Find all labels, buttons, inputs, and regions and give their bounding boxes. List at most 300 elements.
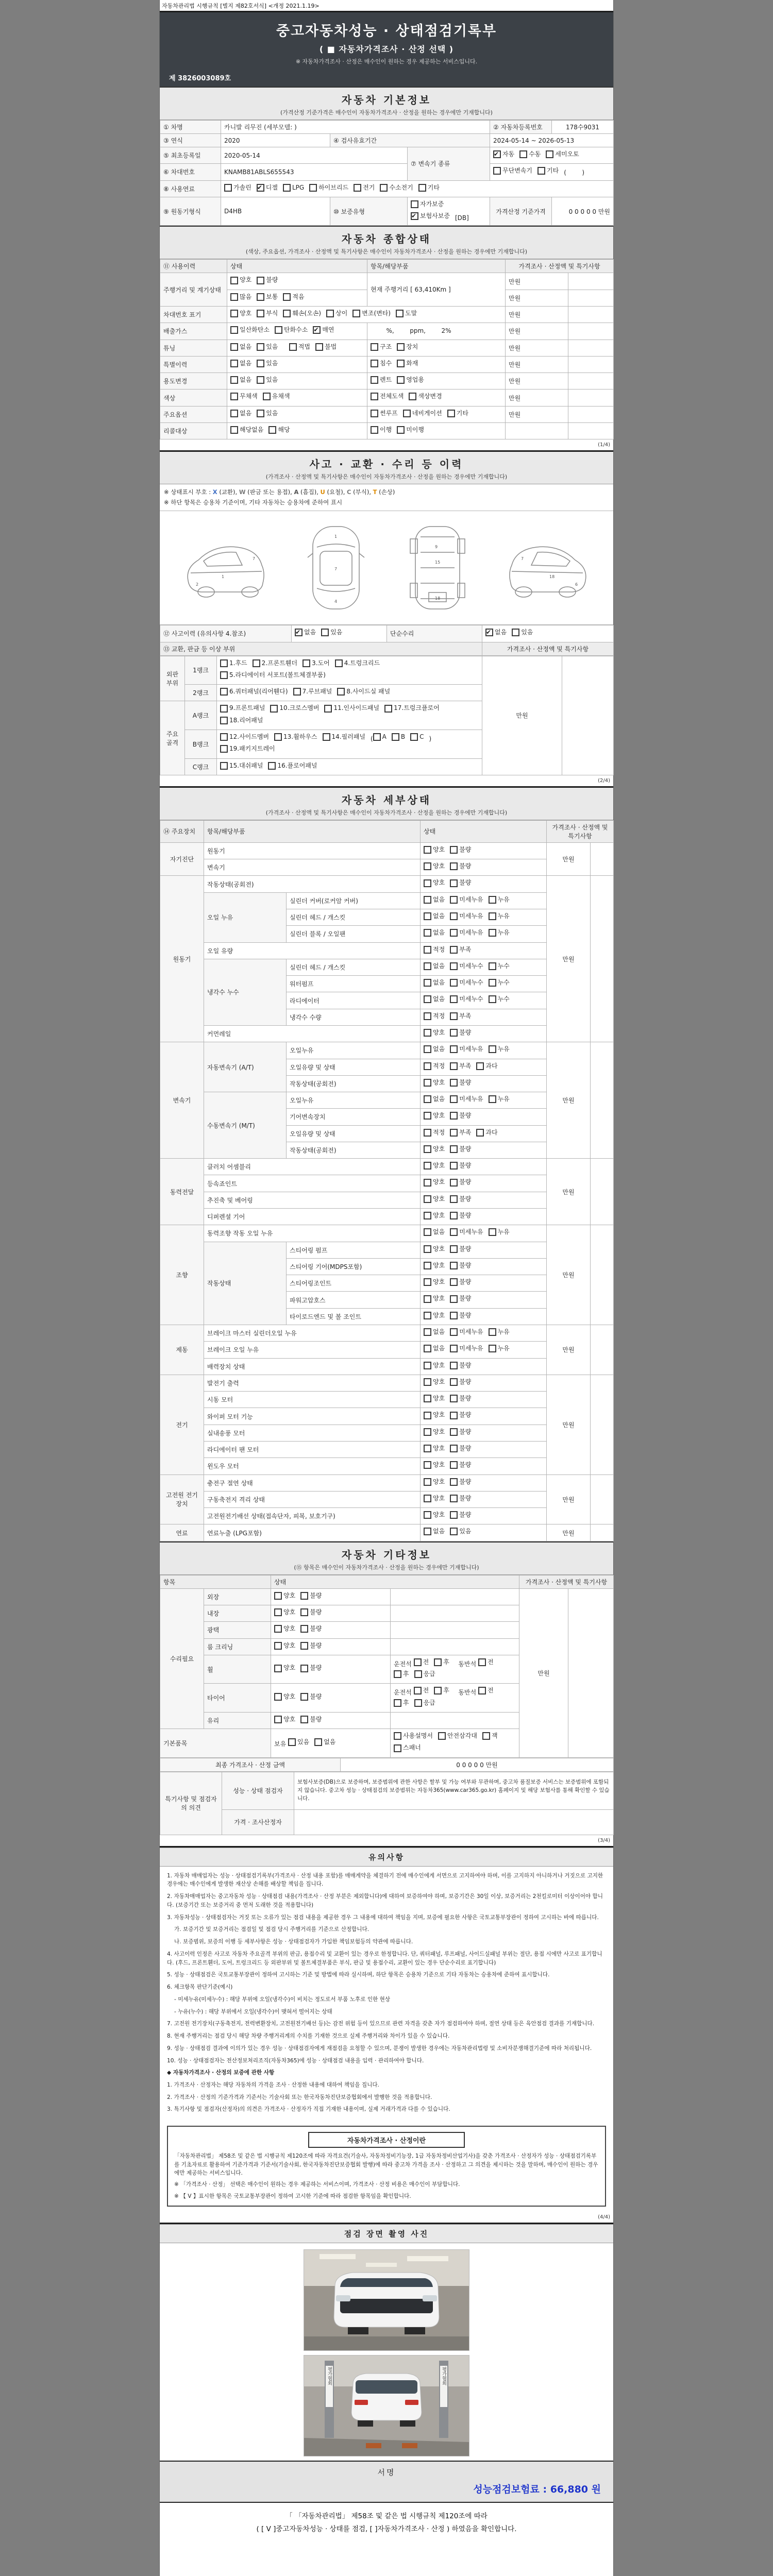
checkbox-box[interactable] bbox=[257, 310, 264, 317]
checkbox-box[interactable] bbox=[450, 1145, 458, 1153]
checkbox-box[interactable] bbox=[450, 1162, 458, 1170]
checkbox-장치[interactable] bbox=[397, 342, 418, 352]
checkbox-기타[interactable] bbox=[537, 166, 559, 176]
checkbox-있음[interactable] bbox=[450, 1527, 471, 1536]
checkbox-4.트렁크리드[interactable] bbox=[335, 658, 380, 668]
checkbox-양호[interactable] bbox=[424, 1444, 445, 1453]
checkbox-box[interactable] bbox=[394, 1744, 401, 1752]
checkbox-box[interactable] bbox=[263, 393, 271, 400]
checkbox-box[interactable] bbox=[450, 1495, 458, 1502]
checkbox-box[interactable] bbox=[476, 1129, 484, 1137]
checkbox-box[interactable] bbox=[424, 946, 431, 954]
checkbox-양호[interactable] bbox=[424, 1261, 445, 1270]
checkbox-불량[interactable] bbox=[450, 1377, 471, 1387]
checkbox-box[interactable] bbox=[321, 629, 329, 636]
checkbox-누유[interactable] bbox=[489, 1044, 510, 1054]
checkbox-box[interactable] bbox=[434, 1687, 442, 1694]
checkbox-box[interactable] bbox=[424, 1145, 431, 1153]
checkbox-없음[interactable] bbox=[424, 895, 445, 905]
checkbox-불량[interactable] bbox=[450, 1494, 471, 1503]
checkbox-box[interactable] bbox=[424, 1228, 431, 1236]
checkbox-불량[interactable] bbox=[450, 1144, 471, 1154]
checkbox-기타[interactable] bbox=[418, 183, 440, 193]
checkbox-불량[interactable] bbox=[300, 1591, 322, 1601]
checkbox-box[interactable] bbox=[546, 150, 553, 158]
checkbox-없음[interactable] bbox=[424, 978, 445, 988]
checkbox-box[interactable] bbox=[450, 962, 458, 970]
checkbox-스패너[interactable] bbox=[394, 1743, 421, 1753]
checkbox-box[interactable] bbox=[403, 410, 411, 417]
checkbox-box[interactable] bbox=[274, 1693, 282, 1701]
checkbox-양호[interactable] bbox=[274, 1624, 295, 1634]
checkbox-있음[interactable] bbox=[288, 1737, 309, 1747]
checkbox-탄화수소[interactable] bbox=[275, 325, 308, 335]
checkbox-8.사이드실 패널[interactable] bbox=[337, 687, 390, 697]
checkbox-box[interactable] bbox=[414, 1687, 422, 1694]
checkbox-box[interactable] bbox=[257, 376, 264, 384]
checkbox-누수[interactable] bbox=[489, 978, 510, 988]
checkbox-하이브리드[interactable] bbox=[309, 183, 348, 193]
checkbox-네비게이션[interactable] bbox=[403, 409, 442, 418]
checkbox-box[interactable] bbox=[450, 1212, 458, 1219]
checkbox-box[interactable] bbox=[300, 1625, 308, 1633]
checkbox-box[interactable] bbox=[288, 1738, 296, 1746]
checkbox-box[interactable] bbox=[230, 426, 238, 434]
checkbox-box[interactable] bbox=[424, 1345, 431, 1352]
checkbox-box[interactable] bbox=[230, 343, 238, 351]
checkbox-양호[interactable] bbox=[424, 1494, 445, 1503]
checkbox-후[interactable] bbox=[394, 1698, 409, 1708]
checkbox-양호[interactable] bbox=[424, 1211, 445, 1221]
checkbox-box[interactable] bbox=[397, 360, 405, 367]
checkbox-box[interactable] bbox=[370, 733, 381, 743]
checkbox-사용설명서[interactable] bbox=[394, 1731, 433, 1741]
checkbox-없음[interactable] bbox=[424, 994, 445, 1004]
checkbox-box[interactable] bbox=[253, 659, 260, 667]
checkbox-box[interactable] bbox=[450, 1045, 458, 1053]
checkbox-A[interactable] bbox=[370, 732, 386, 743]
checkbox-box[interactable] bbox=[424, 1478, 431, 1486]
checkbox-18.리어패널[interactable] bbox=[220, 716, 263, 725]
checkbox-box[interactable] bbox=[450, 1362, 458, 1369]
checkbox-box[interactable] bbox=[424, 1511, 431, 1519]
checkbox-box[interactable] bbox=[450, 1062, 458, 1070]
checkbox-적정[interactable] bbox=[424, 1011, 445, 1021]
checkbox-양호[interactable] bbox=[424, 1028, 445, 1038]
checkbox-box[interactable] bbox=[424, 1295, 431, 1303]
checkbox-box[interactable] bbox=[424, 1245, 431, 1253]
checkbox-19.패키지트레이[interactable] bbox=[220, 744, 275, 754]
checkbox-box[interactable] bbox=[450, 1262, 458, 1269]
checkbox-15.대쉬패널[interactable] bbox=[220, 761, 263, 771]
checkbox-누수[interactable] bbox=[489, 961, 510, 971]
checkbox-box[interactable] bbox=[512, 629, 519, 636]
checkbox-전[interactable] bbox=[414, 1657, 429, 1667]
checkbox-box[interactable] bbox=[450, 1195, 458, 1203]
checkbox-누유[interactable] bbox=[489, 1344, 510, 1353]
checkbox-무채색[interactable] bbox=[230, 392, 258, 401]
checkbox-box[interactable] bbox=[424, 1095, 431, 1103]
checkbox-없음[interactable] bbox=[230, 375, 251, 385]
checkbox-없음[interactable] bbox=[230, 409, 251, 418]
checkbox-양호[interactable] bbox=[424, 1460, 445, 1470]
checkbox-box[interactable] bbox=[371, 376, 378, 384]
checkbox-box[interactable] bbox=[268, 426, 276, 434]
checkbox-수동[interactable] bbox=[519, 149, 541, 159]
checkbox-불량[interactable] bbox=[450, 845, 471, 855]
checkbox-누유[interactable] bbox=[489, 911, 510, 921]
checkbox-box[interactable] bbox=[424, 1262, 431, 1269]
checkbox-이행[interactable] bbox=[371, 425, 392, 435]
checkbox-불량[interactable] bbox=[300, 1607, 322, 1617]
checkbox-box[interactable] bbox=[414, 1670, 422, 1678]
checkbox-box[interactable] bbox=[424, 1528, 431, 1535]
checkbox-전기[interactable] bbox=[354, 183, 375, 193]
checkbox-box[interactable] bbox=[397, 426, 405, 434]
checkbox-box[interactable] bbox=[309, 184, 317, 192]
checkbox-box[interactable] bbox=[493, 150, 501, 158]
checkbox-box[interactable] bbox=[230, 360, 238, 367]
checkbox-양호[interactable] bbox=[424, 1410, 445, 1420]
checkbox-불량[interactable] bbox=[257, 275, 278, 285]
checkbox-box[interactable] bbox=[424, 1395, 431, 1402]
checkbox-box[interactable] bbox=[257, 410, 264, 417]
checkbox-box[interactable] bbox=[424, 1445, 431, 1452]
checkbox-box[interactable] bbox=[220, 762, 228, 770]
checkbox-box[interactable] bbox=[326, 310, 334, 317]
checkbox-누유[interactable] bbox=[489, 1094, 510, 1104]
checkbox-적정[interactable] bbox=[424, 945, 445, 955]
checkbox-box[interactable] bbox=[220, 733, 228, 741]
checkbox-불량[interactable] bbox=[300, 1641, 322, 1651]
checkbox-양호[interactable] bbox=[424, 1161, 445, 1171]
checkbox-많음[interactable] bbox=[230, 292, 251, 302]
checkbox-box[interactable] bbox=[450, 1511, 458, 1519]
checkbox-box[interactable] bbox=[220, 745, 228, 753]
checkbox-box[interactable] bbox=[303, 659, 310, 667]
checkbox-box[interactable] bbox=[424, 1328, 431, 1336]
checkbox-양호[interactable] bbox=[274, 1715, 295, 1724]
checkbox-box[interactable] bbox=[450, 1461, 458, 1469]
checkbox-box[interactable] bbox=[371, 393, 378, 400]
checkbox-없음[interactable] bbox=[424, 1094, 445, 1104]
checkbox-자동[interactable] bbox=[493, 149, 514, 159]
checkbox-box[interactable] bbox=[424, 995, 431, 1003]
checkbox-box[interactable] bbox=[450, 1129, 458, 1137]
checkbox-box[interactable] bbox=[397, 343, 405, 351]
checkbox-적음[interactable] bbox=[283, 292, 304, 302]
checkbox-불량[interactable] bbox=[450, 1078, 471, 1088]
checkbox-없음[interactable] bbox=[424, 1527, 445, 1536]
checkbox-있음[interactable] bbox=[257, 359, 278, 368]
checkbox-box[interactable] bbox=[478, 1687, 486, 1694]
checkbox-변조(변타)[interactable] bbox=[352, 309, 391, 318]
checkbox-불량[interactable] bbox=[300, 1715, 322, 1724]
checkbox-box[interactable] bbox=[335, 659, 343, 667]
checkbox-box[interactable] bbox=[450, 896, 458, 904]
checkbox-box[interactable] bbox=[450, 1312, 458, 1319]
checkbox-box[interactable] bbox=[424, 1495, 431, 1502]
checkbox-box[interactable] bbox=[450, 995, 458, 1003]
checkbox-침수[interactable] bbox=[371, 359, 392, 368]
checkbox-양호[interactable] bbox=[424, 1078, 445, 1088]
checkbox-자가보증[interactable] bbox=[411, 199, 444, 209]
checkbox-box[interactable] bbox=[230, 277, 238, 284]
checkbox-box[interactable] bbox=[220, 671, 228, 679]
checkbox-box[interactable] bbox=[424, 1312, 431, 1319]
checkbox-box[interactable] bbox=[450, 879, 458, 887]
checkbox-후[interactable] bbox=[394, 1669, 409, 1679]
checkbox-없음[interactable] bbox=[424, 1044, 445, 1054]
checkbox-과다[interactable] bbox=[476, 1061, 497, 1071]
checkbox-있음[interactable] bbox=[257, 342, 278, 352]
checkbox-일산화탄소[interactable] bbox=[230, 325, 270, 335]
checkbox-5.라디에이터 서포트(볼트체결부품)[interactable] bbox=[220, 670, 326, 680]
checkbox-미세누유[interactable] bbox=[450, 1344, 483, 1353]
checkbox-box[interactable] bbox=[230, 326, 238, 334]
checkbox-없음[interactable] bbox=[424, 1327, 445, 1337]
checkbox-box[interactable] bbox=[424, 1162, 431, 1170]
checkbox-box[interactable] bbox=[450, 1328, 458, 1336]
checkbox-미세누수[interactable] bbox=[450, 978, 483, 988]
checkbox-과다[interactable] bbox=[476, 1128, 497, 1138]
checkbox-box[interactable] bbox=[300, 1608, 308, 1616]
checkbox-box[interactable] bbox=[424, 1428, 431, 1436]
checkbox-box[interactable] bbox=[409, 393, 416, 400]
checkbox-box[interactable] bbox=[450, 1228, 458, 1236]
checkbox-box[interactable] bbox=[450, 1012, 458, 1020]
checkbox-box[interactable] bbox=[410, 733, 418, 741]
checkbox-box[interactable] bbox=[450, 1395, 458, 1402]
checkbox-없음[interactable] bbox=[295, 628, 316, 637]
checkbox-불량[interactable] bbox=[450, 1510, 471, 1520]
checkbox-유채색[interactable] bbox=[263, 392, 290, 401]
checkbox-미세누유[interactable] bbox=[450, 1094, 483, 1104]
checkbox-box[interactable] bbox=[424, 896, 431, 904]
checkbox-box[interactable] bbox=[300, 1642, 308, 1650]
checkbox-무단변속기[interactable] bbox=[493, 166, 532, 176]
checkbox-box[interactable] bbox=[257, 360, 264, 367]
checkbox-누수[interactable] bbox=[489, 994, 510, 1004]
checkbox-부족[interactable] bbox=[450, 1128, 471, 1138]
checkbox-양호[interactable] bbox=[424, 1477, 445, 1487]
checkbox-양호[interactable] bbox=[424, 1294, 445, 1303]
checkbox-box[interactable] bbox=[371, 343, 378, 351]
checkbox-불량[interactable] bbox=[450, 1444, 471, 1453]
checkbox-box[interactable] bbox=[424, 929, 431, 937]
checkbox-box[interactable] bbox=[450, 1245, 458, 1253]
checkbox-box[interactable] bbox=[424, 1079, 431, 1087]
checkbox-box[interactable] bbox=[493, 167, 501, 175]
checkbox-box[interactable] bbox=[424, 979, 431, 987]
checkbox-9.프론트패널[interactable] bbox=[220, 703, 265, 713]
checkbox-box[interactable] bbox=[230, 376, 238, 384]
checkbox-도말[interactable] bbox=[396, 309, 417, 318]
checkbox-box[interactable] bbox=[489, 1228, 496, 1236]
checkbox-미세누유[interactable] bbox=[450, 928, 483, 938]
checkbox-box[interactable] bbox=[450, 1528, 458, 1535]
checkbox-없음[interactable] bbox=[485, 628, 507, 637]
checkbox-box[interactable] bbox=[489, 962, 496, 970]
checkbox-있음[interactable] bbox=[512, 628, 533, 637]
checkbox-box[interactable] bbox=[450, 846, 458, 854]
checkbox-box[interactable] bbox=[324, 705, 332, 713]
checkbox-box[interactable] bbox=[438, 1732, 446, 1740]
checkbox-불량[interactable] bbox=[300, 1663, 322, 1673]
checkbox-불량[interactable] bbox=[450, 1211, 471, 1221]
checkbox-누유[interactable] bbox=[489, 1327, 510, 1337]
checkbox-불법[interactable] bbox=[315, 342, 337, 352]
checkbox-box[interactable] bbox=[476, 1062, 484, 1070]
checkbox-box[interactable] bbox=[489, 995, 496, 1003]
checkbox-부식[interactable] bbox=[257, 309, 278, 318]
checkbox-box[interactable] bbox=[519, 150, 527, 158]
checkbox-미세누수[interactable] bbox=[450, 961, 483, 971]
checkbox-box[interactable] bbox=[424, 1179, 431, 1187]
checkbox-후[interactable] bbox=[434, 1686, 449, 1696]
checkbox-양호[interactable] bbox=[424, 845, 445, 855]
checkbox-부족[interactable] bbox=[450, 1061, 471, 1071]
checkbox-box[interactable] bbox=[489, 912, 496, 920]
checkbox-없음[interactable] bbox=[424, 1344, 445, 1353]
checkbox-불량[interactable] bbox=[450, 1244, 471, 1254]
checkbox-box[interactable] bbox=[450, 1278, 458, 1286]
checkbox-불량[interactable] bbox=[450, 1410, 471, 1420]
checkbox-box[interactable] bbox=[230, 393, 238, 400]
checkbox-box[interactable] bbox=[537, 167, 545, 175]
checkbox-11.인사이드패널[interactable] bbox=[324, 703, 379, 713]
checkbox-누유[interactable] bbox=[489, 895, 510, 905]
checkbox-양호[interactable] bbox=[274, 1641, 295, 1651]
checkbox-box[interactable] bbox=[270, 705, 278, 713]
checkbox-양호[interactable] bbox=[424, 1194, 445, 1204]
checkbox-box[interactable] bbox=[450, 1029, 458, 1037]
checkbox-양호[interactable] bbox=[424, 878, 445, 888]
checkbox-양호[interactable] bbox=[424, 1244, 445, 1254]
checkbox-3.도어[interactable] bbox=[303, 658, 330, 668]
checkbox-box[interactable] bbox=[220, 659, 228, 667]
checkbox-양호[interactable] bbox=[274, 1591, 295, 1601]
checkbox-box[interactable] bbox=[424, 1112, 431, 1120]
checkbox-box[interactable] bbox=[424, 1461, 431, 1469]
checkbox-box[interactable] bbox=[450, 946, 458, 954]
checkbox-box[interactable] bbox=[394, 1732, 401, 1740]
checkbox-10.크로스멤버[interactable] bbox=[270, 703, 319, 713]
checkbox-box[interactable] bbox=[424, 1412, 431, 1419]
checkbox-양호[interactable] bbox=[424, 1311, 445, 1320]
checkbox-없음[interactable] bbox=[230, 342, 251, 352]
checkbox-해당없음[interactable] bbox=[230, 425, 263, 435]
checkbox-box[interactable] bbox=[314, 1738, 322, 1746]
checkbox-미세누유[interactable] bbox=[450, 1044, 483, 1054]
checkbox-불량[interactable] bbox=[450, 1194, 471, 1204]
checkbox-후[interactable] bbox=[434, 1657, 449, 1667]
checkbox-없음[interactable] bbox=[424, 961, 445, 971]
checkbox-전체도색[interactable] bbox=[371, 392, 404, 401]
checkbox-box[interactable] bbox=[283, 184, 291, 192]
checkbox-불량[interactable] bbox=[450, 1277, 471, 1287]
checkbox-box[interactable] bbox=[485, 629, 493, 636]
checkbox-불량[interactable] bbox=[450, 1294, 471, 1303]
checkbox-box[interactable] bbox=[289, 343, 297, 351]
checkbox-box[interactable] bbox=[313, 326, 321, 334]
checkbox-디젤[interactable] bbox=[257, 183, 278, 193]
checkbox-box[interactable] bbox=[450, 1179, 458, 1187]
checkbox-양호[interactable] bbox=[274, 1692, 295, 1702]
checkbox-box[interactable] bbox=[489, 1045, 496, 1053]
checkbox-box[interactable] bbox=[380, 184, 388, 192]
checkbox-세미오토[interactable] bbox=[546, 149, 579, 159]
checkbox-응급[interactable] bbox=[414, 1698, 435, 1708]
checkbox-부족[interactable] bbox=[450, 1011, 471, 1021]
checkbox-box[interactable] bbox=[450, 1378, 458, 1386]
checkbox-box[interactable] bbox=[274, 1592, 282, 1600]
checkbox-누유[interactable] bbox=[489, 928, 510, 938]
checkbox-box[interactable] bbox=[371, 360, 378, 367]
checkbox-불량[interactable] bbox=[450, 1460, 471, 1470]
checkbox-잭[interactable] bbox=[482, 1731, 498, 1741]
checkbox-box[interactable] bbox=[489, 929, 496, 937]
checkbox-box[interactable] bbox=[300, 1665, 308, 1672]
checkbox-없음[interactable] bbox=[424, 911, 445, 921]
checkbox-box[interactable] bbox=[424, 1062, 431, 1070]
checkbox-box[interactable] bbox=[424, 1278, 431, 1286]
checkbox-16.플로어패널[interactable] bbox=[268, 761, 317, 771]
checkbox-box[interactable] bbox=[392, 733, 399, 741]
checkbox-box[interactable] bbox=[414, 1699, 422, 1707]
checkbox-box[interactable] bbox=[414, 1658, 422, 1666]
checkbox-양호[interactable] bbox=[424, 1510, 445, 1520]
checkbox-box[interactable] bbox=[424, 862, 431, 870]
checkbox-양호[interactable] bbox=[424, 1361, 445, 1370]
checkbox-box[interactable] bbox=[450, 1112, 458, 1120]
checkbox-box[interactable] bbox=[257, 184, 264, 192]
checkbox-LPG[interactable] bbox=[283, 183, 304, 193]
checkbox-양호[interactable] bbox=[424, 1111, 445, 1121]
checkbox-17.트렁크플로어[interactable] bbox=[384, 703, 440, 713]
checkbox-box[interactable] bbox=[450, 1345, 458, 1352]
checkbox-box[interactable] bbox=[230, 310, 238, 317]
checkbox-양호[interactable] bbox=[424, 1177, 445, 1187]
checkbox-불량[interactable] bbox=[450, 1361, 471, 1370]
checkbox-box[interactable] bbox=[450, 1295, 458, 1303]
checkbox-누유[interactable] bbox=[489, 1227, 510, 1237]
checkbox-box[interactable] bbox=[424, 846, 431, 854]
checkbox-box[interactable] bbox=[424, 1012, 431, 1020]
checkbox-box[interactable] bbox=[450, 1428, 458, 1436]
checkbox-box[interactable] bbox=[274, 1608, 282, 1616]
checkbox-훼손(오손)[interactable] bbox=[283, 309, 321, 318]
checkbox-box[interactable] bbox=[371, 410, 378, 417]
checkbox-양호[interactable] bbox=[424, 861, 445, 871]
checkbox-색상변경[interactable] bbox=[409, 392, 442, 401]
checkbox-box[interactable] bbox=[447, 410, 455, 417]
checkbox-보험사보증[interactable] bbox=[411, 211, 450, 221]
checkbox-2.프론트휀더[interactable] bbox=[253, 658, 297, 668]
checkbox-box[interactable] bbox=[394, 1699, 401, 1707]
checkbox-box[interactable] bbox=[220, 717, 228, 724]
checkbox-box[interactable] bbox=[489, 1328, 496, 1336]
checkbox-기타[interactable] bbox=[447, 409, 468, 418]
checkbox-7.루브패널[interactable] bbox=[293, 687, 332, 697]
checkbox-box[interactable] bbox=[482, 1732, 490, 1740]
checkbox-box[interactable] bbox=[300, 1716, 308, 1723]
checkbox-box[interactable] bbox=[257, 277, 264, 284]
checkbox-양호[interactable] bbox=[424, 1427, 445, 1437]
checkbox-양호[interactable] bbox=[274, 1607, 295, 1617]
checkbox-box[interactable] bbox=[489, 1345, 496, 1352]
checkbox-불량[interactable] bbox=[300, 1624, 322, 1634]
